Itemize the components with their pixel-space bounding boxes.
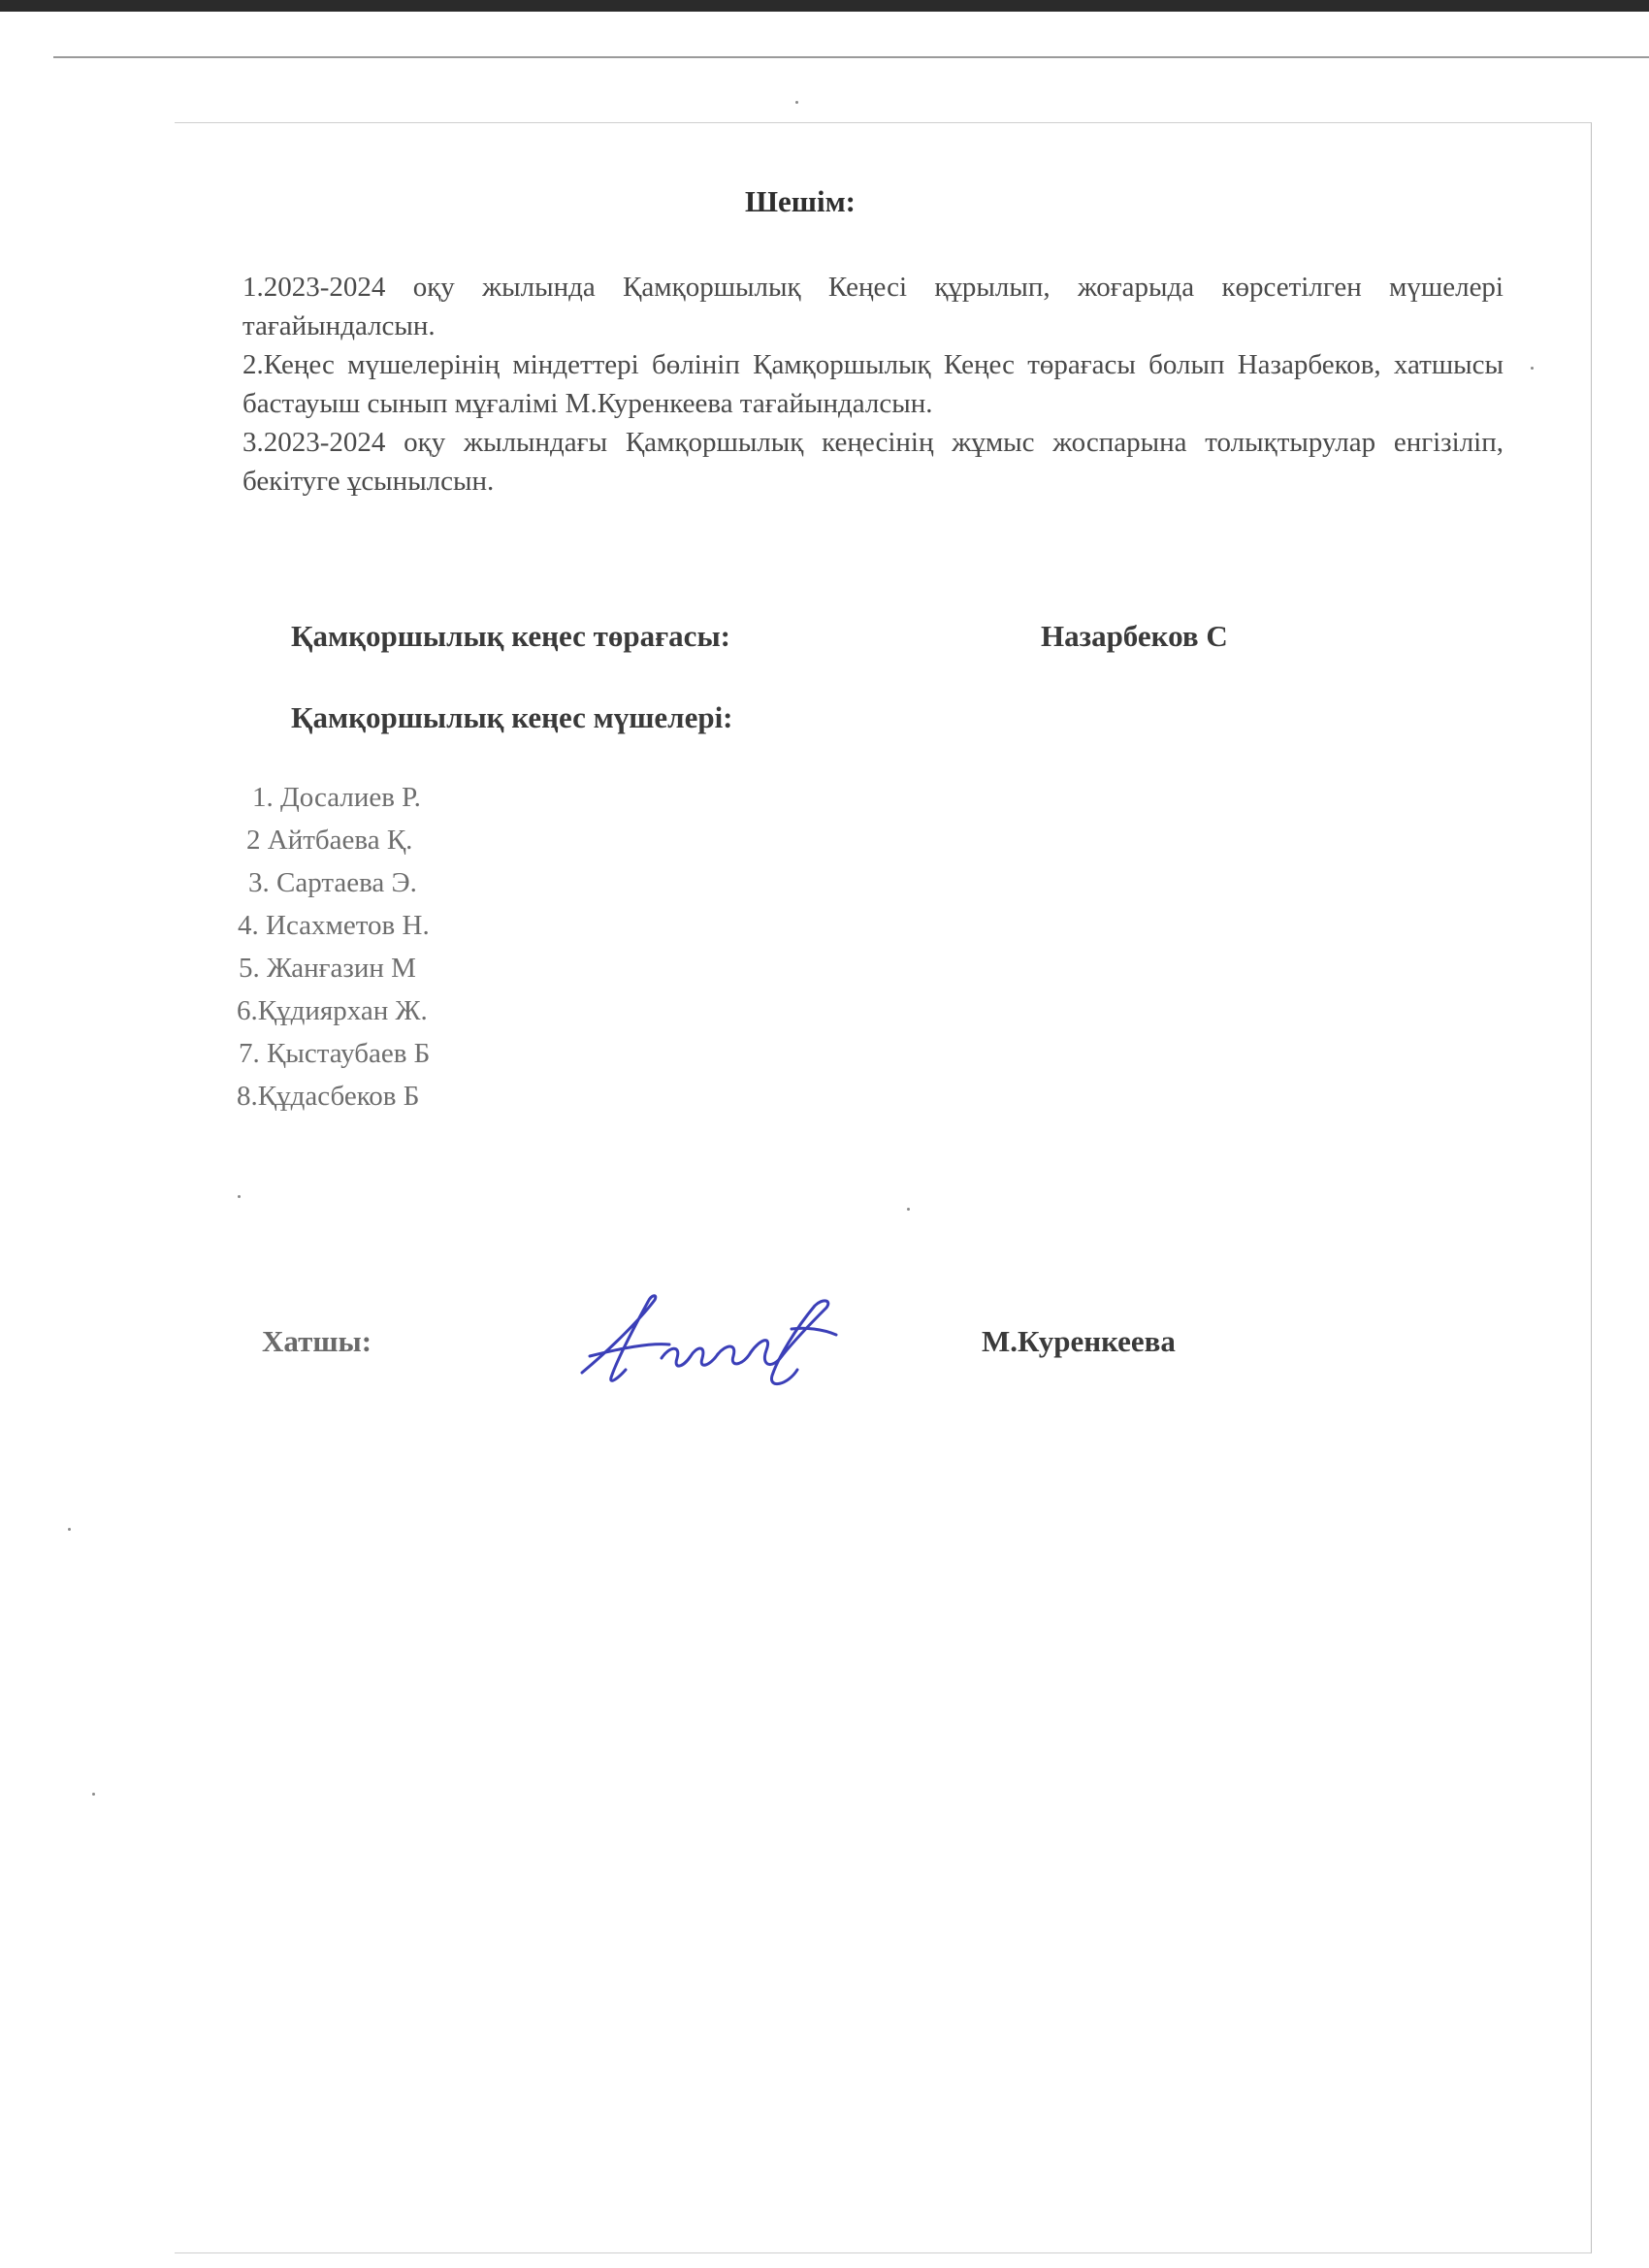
chair-label: Қамқоршылық кеңес төрағасы: [291,619,730,653]
member-item: 2 Айтбаева Қ. [246,825,413,856]
member-item: 6.Құдиярхан Ж. [237,995,428,1026]
member-item: 3. Сартаева Э. [248,867,417,898]
secretary-label: Хатшы: [262,1324,372,1358]
secretary-name: М.Куренкеева [982,1324,1176,1358]
document-title: Шешім: [744,184,857,218]
decision-item: 3.2023-2024 оқу жылындағы Қамқоршылық кеңесінің жұмыс жоспарына толықтырулар енгізіліп, бекітуге ұсынылсын. [242,427,1504,497]
members-label: Қамқоршылық кеңес мүшелері: [291,700,733,734]
signature-icon [572,1280,844,1397]
member-item: 7. Қыстаубаев Б [239,1038,431,1069]
members-list [233,776,430,1118]
decision-item: 1.2023-2024 оқу жылында Қамқоршылық Кеңесі құрылып, жоғарыда көрсетілген мүшелері тағайындалсын. [242,272,1504,341]
member-item: 4. Исахметов Н. [238,910,430,941]
decision-list [242,268,1504,501]
chair-name: Назарбеков С [1041,619,1228,653]
decision-item: 2.Кеңес мүшелерінің міндеттері бөлініп Қамқоршылық Кеңес төрағасы болып Назарбеков, хатшысы бастауыш сынып мұғалімі М.Куренкеева тағайындалсын. [242,349,1504,419]
scan-speck [92,1793,95,1796]
scan-edge-line [53,56,1649,58]
member-item: 5. Жанғазин М [239,953,416,984]
scan-edge-bar [0,0,1649,12]
scan-speck [907,1208,910,1211]
scan-speck [238,1195,241,1198]
member-item: 8.Құдасбеков Б [237,1081,420,1112]
scan-speck [1531,367,1534,370]
scan-speck [795,101,798,104]
scan-speck [68,1528,71,1531]
member-item: 1. Досалиев Р. [252,782,421,813]
